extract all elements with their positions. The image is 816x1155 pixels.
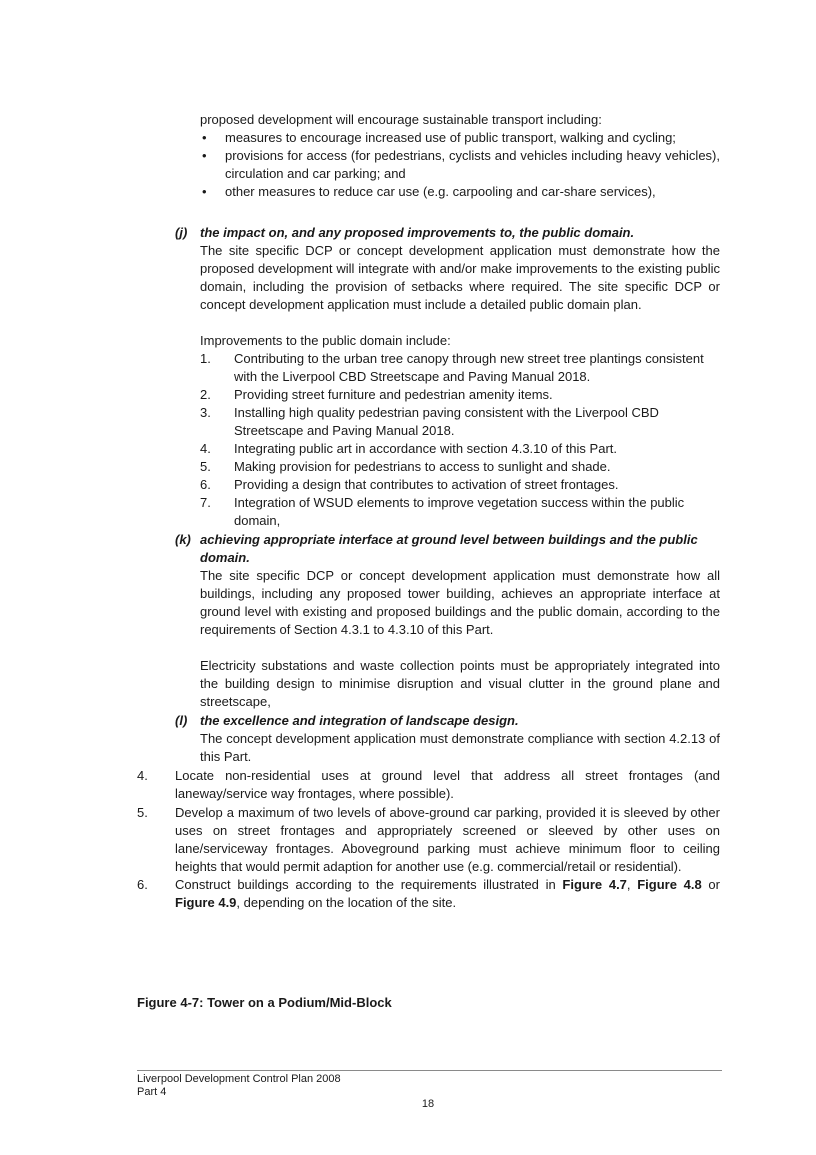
list-item: 6. Providing a design that contributes to activation of street frontages. — [200, 477, 619, 492]
bullet-symbol: • — [202, 130, 207, 145]
main-item-number: 5. — [137, 805, 148, 820]
list-item: 2. Providing street furniture and pedestrian amenity items. — [200, 387, 553, 402]
list-item: 3. Installing high quality pedestrian paving consistent with the Liverpool CBD Streetscape and Paving Manual 2018. — [200, 405, 659, 438]
subsection-l-label: (l) — [175, 713, 188, 728]
subsection-l-paragraph: The concept development application must demonstrate compliance with section 4.2.13 of this Part. — [200, 731, 720, 764]
subsection-k-paragraph-2: Electricity substations and waste collection points must be appropriately integrated into the building design to minimise disruption and visual clutter in the ground plane and streetscape, — [200, 658, 720, 709]
figure-ref-4-7: Figure 4.7 — [562, 877, 627, 892]
subsection-k-heading: (k) achieving appropriate interface at ground level between buildings and the public domain. — [175, 532, 698, 565]
figure-caption: Figure 4-7: Tower on a Podium/Mid-Block — [137, 995, 392, 1010]
subsection-k-paragraph: The site specific DCP or concept development application must demonstrate how all buildings, including any proposed tower building, achieves an appropriate interface at ground level with existing and proposed buildings and the public domain, according to the requirements of Section 4.3.1 to 4.3.10 of this Part. — [200, 568, 720, 637]
list-item: 7. Integration of WSUD elements to improve vegetation success within the public domain, — [200, 495, 685, 528]
page-number: 18 — [421, 1098, 435, 1110]
main-item-text: Construct buildings according to the requirements illustrated in Figure 4.7, Figure 4.8 or Figure 4.9, depending on the location of the site. — [175, 877, 720, 910]
main-item-5 — [137, 804, 720, 876]
bullet-item: • measures to encourage increased use of public transport, walking and cycling; — [202, 130, 676, 145]
subsection-k-label: (k) — [175, 532, 191, 547]
footer-title: Liverpool Development Control Plan 2008 — [137, 1073, 341, 1085]
footer-divider — [137, 1070, 722, 1071]
subsection-j-heading: (j) the impact on, and any proposed improvements to, the public domain. — [175, 225, 635, 240]
list-item: 5. Making provision for pedestrians to access to sunlight and shade. — [200, 459, 611, 474]
bullet-symbol: • — [202, 184, 207, 199]
bullet-symbol: • — [202, 148, 207, 163]
main-item-text: Develop a maximum of two levels of above-ground car parking, provided it is sleeved by other uses on street frontages and appropriately screened or sleeved by other uses on lane/serviceway frontages. Aboveground parking must achieve minimum floor to ceiling heights that would permit adaption for another use (e.g. commercial/retail or residential). — [175, 805, 720, 874]
subsection-k — [175, 531, 720, 711]
bullet-item: • other measures to reduce car use (e.g. carpooling and car-share services), — [202, 184, 656, 199]
subsection-j-paragraph: The site specific DCP or concept development application must demonstrate how the proposed development will integrate with and/or make improvements to the existing public domain, including the provision of setbacks where required. The site specific DCP or concept development application must include a detailed public domain plan. — [200, 243, 720, 312]
main-item-number: 4. — [137, 768, 148, 783]
subsection-l — [175, 712, 720, 766]
transport-bullet-list — [200, 129, 720, 201]
main-item-text: Locate non-residential uses at ground level that address all street frontages (and laneway/service way frontages, where possible). — [175, 768, 720, 801]
main-item-4 — [137, 767, 720, 803]
subsection-j-label: (j) — [175, 225, 188, 240]
list-item: 4. Integrating public art in accordance with section 4.3.10 of this Part. — [200, 441, 617, 456]
footer-part: Part 4 — [137, 1086, 167, 1098]
figure-ref-4-8: Figure 4.8 — [637, 877, 702, 892]
main-item-number: 6. — [137, 877, 148, 892]
figure-ref-4-9: Figure 4.9 — [175, 895, 237, 910]
intro-line: proposed development will encourage sustainable transport including: — [200, 112, 602, 127]
bullet-item: • provisions for access (for pedestrians, cyclists and vehicles including heavy vehicles), circulation and car parking; and — [202, 148, 720, 181]
list-item: 1. Contributing to the urban tree canopy through new street tree plantings consistent with the Liverpool CBD Streetscape and Paving Manual 2018. — [200, 351, 704, 384]
subsection-j-list-intro: Improvements to the public domain include: — [200, 333, 451, 348]
subsection-l-heading: (l) the excellence and integration of landscape design. — [175, 713, 519, 728]
public-domain-improvements-list — [175, 350, 720, 530]
subsection-j — [175, 224, 720, 530]
main-item-6 — [137, 876, 720, 912]
